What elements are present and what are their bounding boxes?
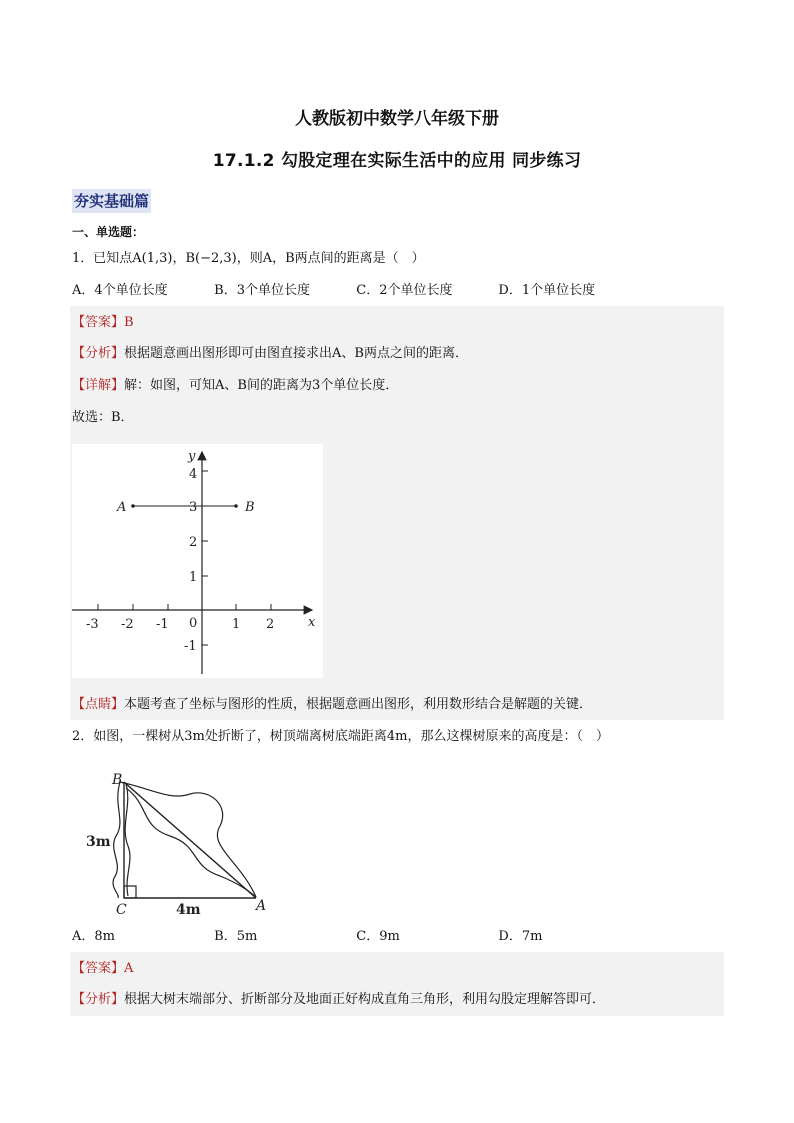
- answer-row-1: [72, 314, 134, 332]
- answer-value: A: [124, 961, 134, 976]
- option-c: C．2个单位长度: [356, 283, 453, 298]
- y-tick-label-3: 3: [189, 500, 198, 515]
- comment-tag: 【点睛】: [72, 697, 125, 712]
- option-c: C．9m: [356, 929, 400, 944]
- detail-tag: 【详解】: [72, 378, 125, 393]
- tree-trunk-inner: [125, 784, 130, 896]
- option-b: B．3个单位长度: [214, 283, 310, 298]
- question-2-options: [72, 928, 636, 946]
- broken-tree-figure: [80, 766, 280, 920]
- detail-text: 解：如图，可知A、B间的距离为3个单位长度．: [124, 378, 399, 393]
- broken-tree-svg: [80, 766, 280, 916]
- y-tick-label-2: 2: [189, 535, 198, 550]
- answer-value: B: [124, 315, 134, 330]
- option-a: A．4个单位长度: [72, 283, 168, 298]
- section-title: 夯实基础篇: [72, 189, 151, 213]
- page-subtitle: 17.1.2 勾股定理在实际生活中的应用 同步练习: [212, 151, 582, 171]
- page-title: 人教版初中数学八年级下册: [295, 109, 499, 129]
- part-label: 一、单选题：: [72, 225, 145, 239]
- point-b-dot: [234, 504, 238, 508]
- origin-label: 0: [189, 616, 198, 631]
- analysis-tag: 【分析】: [72, 992, 125, 1007]
- label-4m: 4m: [176, 902, 201, 916]
- y-axis-label: y: [188, 449, 196, 464]
- comment-text: 本题考查了坐标与图形的性质，根据题意画出图形，利用数形结合是解题的关键．: [124, 697, 593, 712]
- label-c: C: [116, 902, 127, 916]
- analysis-row-2: [72, 991, 605, 1009]
- answer-tag: 【答案】: [72, 315, 125, 330]
- tree-trunk-outline: [113, 782, 120, 898]
- analysis-tag: 【分析】: [72, 346, 125, 361]
- label-b: B: [112, 772, 123, 788]
- option-d: D．1个单位长度: [498, 283, 596, 298]
- x-tick-label-neg2: -2: [121, 617, 134, 632]
- analysis-row-1: [72, 345, 468, 363]
- y-tick-label-1: 1: [189, 570, 198, 585]
- option-d: D．7m: [498, 929, 543, 944]
- label-a: A: [256, 898, 267, 914]
- answer-row-2: [72, 960, 133, 978]
- x-tick-label-neg3: -3: [86, 617, 99, 632]
- point-a-dot: [131, 504, 135, 508]
- x-tick-label-1: 1: [232, 617, 241, 632]
- option-b: B．5m: [214, 929, 258, 944]
- x-tick-label-neg1: -1: [156, 617, 169, 632]
- x-axis-label: x: [308, 615, 316, 630]
- y-tick-label-neg1: -1: [184, 639, 197, 654]
- side-ab: [124, 782, 256, 898]
- question-1-options: [72, 282, 636, 300]
- analysis-text: 根据大树末端部分、折断部分及地面正好构成直角三角形，利用勾股定理解答即可．: [124, 992, 606, 1007]
- question-2-stem: 2．如图，一棵树从3m处折断了，树顶端离树底端距离4m，那么这棵树原来的高度是：（ ）: [72, 729, 609, 744]
- point-b-label: B: [245, 500, 255, 515]
- choose-row-1: 故选：B．: [72, 410, 134, 425]
- y-tick-label-4: 4: [189, 467, 198, 482]
- x-tick-label-2: 2: [266, 617, 275, 632]
- answer-tag: 【答案】: [72, 961, 125, 976]
- comment-row-1: [72, 696, 592, 714]
- point-a-label: A: [117, 500, 127, 515]
- label-3m: 3m: [86, 834, 111, 850]
- right-angle-mark: [124, 886, 136, 898]
- option-a: A．8m: [72, 929, 115, 944]
- detail-row-1: [72, 377, 398, 395]
- coordinate-graph-svg: [72, 444, 323, 678]
- coordinate-graph: [72, 444, 323, 678]
- question-1-stem: 1．已知点A(1,3)，B(−2,3)，则A，B两点间的距离是（ ）: [72, 251, 425, 266]
- analysis-text: 根据题意画出图形即可由图直接求出A、B两点之间的距离．: [124, 346, 468, 361]
